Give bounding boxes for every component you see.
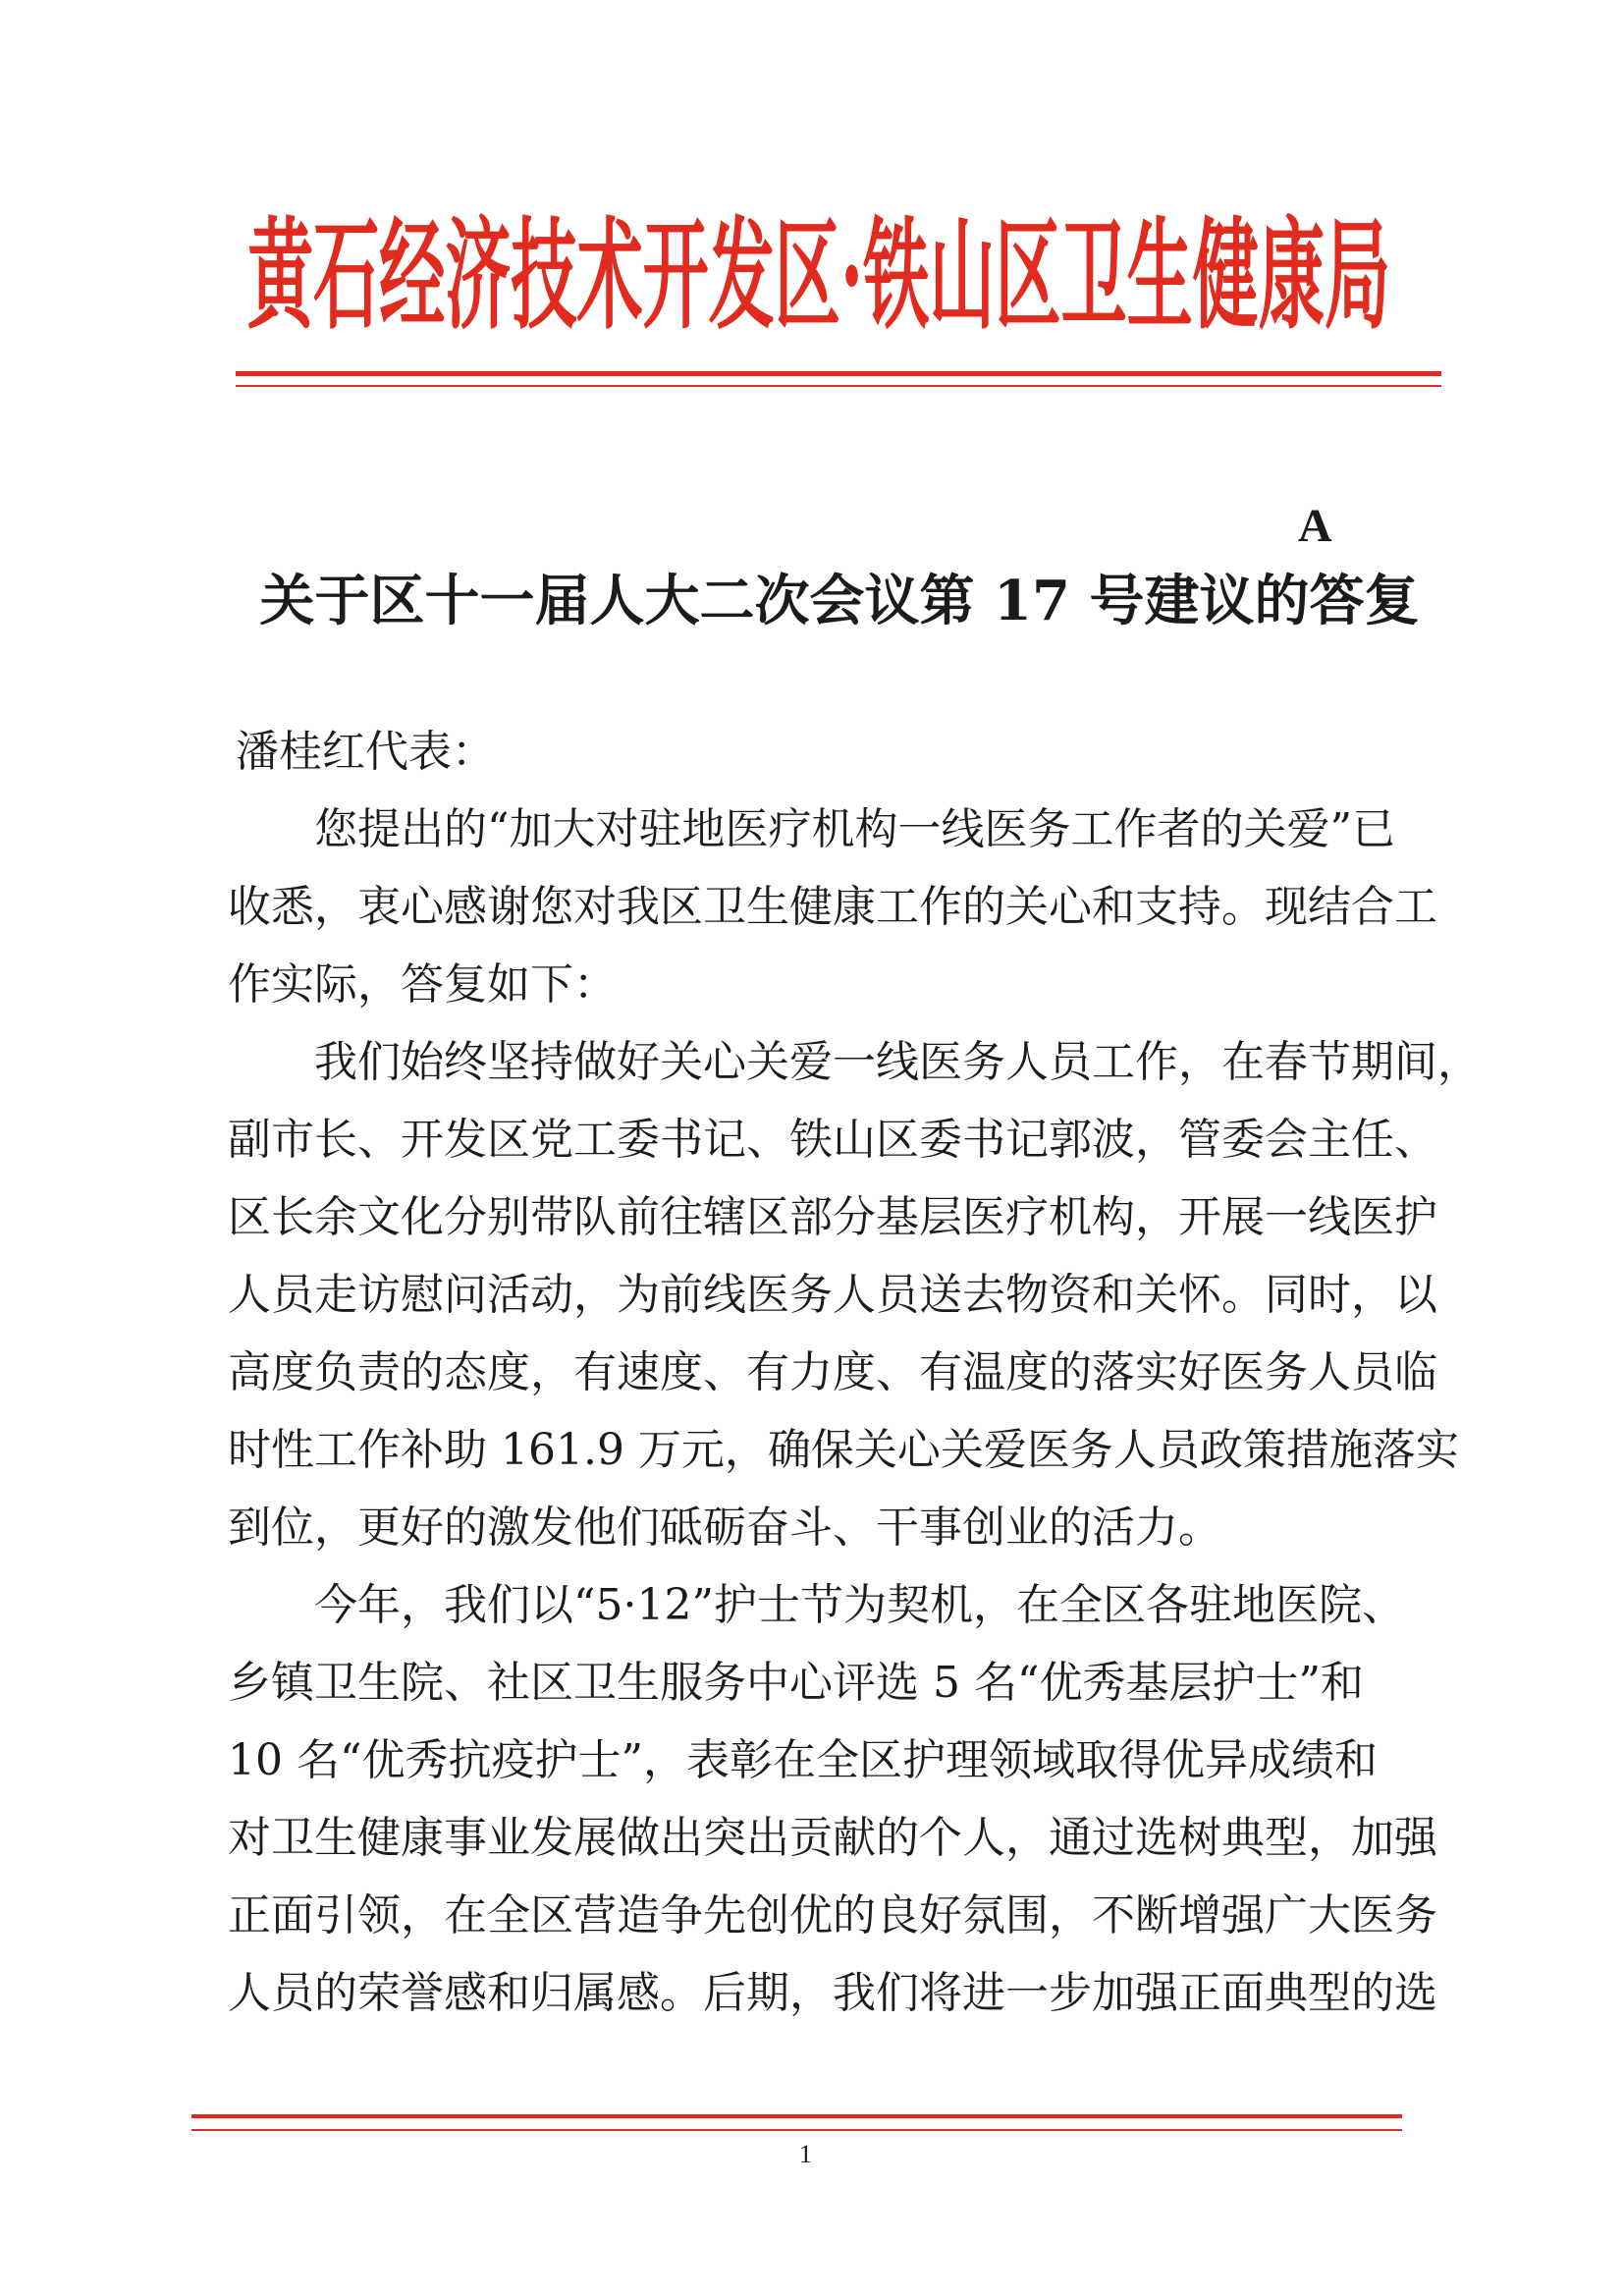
footer-rule-thick [191,2114,1402,2118]
body-line: 高度负责的态度，有速度、有力度、有温度的落实好医务人员临 [228,1347,1437,1397]
letterhead [247,201,1475,349]
body-line: 您提出的“加大对驻地医疗机构一线医务工作者的关爱”已 [314,804,1395,854]
body-line: 副市长、开发区党工委书记、铁山区委书记郭波，管委会主任、 [228,1115,1437,1165]
page-number: 1 [799,2140,812,2168]
body-line: 我们始终坚持做好关心关爱一线医务人员工作，在春节期间， [314,1037,1481,1087]
body-line: 正面引领，在全区营造争先创优的良好氛围，不断增强广大医务 [228,1890,1437,1941]
body-line: 对卫生健康事业发展做出突出贡献的个人，通过选树典型，加强 [228,1813,1437,1863]
body-line: 乡镇卫生院、社区卫生服务中心评选 5 名“优秀基层护士”和 [228,1658,1364,1708]
salutation: 潘桂红代表： [236,727,495,777]
body-line: 人员走访慰问活动，为前线医务人员送去物资和关怀。同时，以 [228,1270,1437,1320]
body-line: 区长余文化分别带队前往辖区部分基层医疗机构，开展一线医护 [228,1192,1437,1242]
body-line: 10 名“优秀抗疫护士”，表彰在全区护理领域取得优异成绩和 [228,1735,1378,1785]
body-line: 收悉，衷心感谢您对我区卫生健康工作的关心和支持。现结合工 [228,882,1437,932]
letterhead-rule-thick [236,371,1441,376]
body-text [228,791,1534,2032]
body-line: 人员的荣誉感和归属感。后期，我们将进一步加强正面典型的选 [228,1968,1437,2018]
letterhead-rule-thin [236,385,1441,387]
letterhead-org-name: 黄石经济技术开发区·铁山区卫生健康局 [247,204,1391,346]
body-line: 作实际，答复如下： [228,959,617,1010]
body-line: 今年，我们以“5·12”护士节为契机，在全区各驻地医院、 [314,1580,1405,1630]
document-title: 关于区十一届人大二次会议第 17 号建议的答复 [259,569,1420,633]
body-line: 时性工作补助 161.9 万元，确保关心关爱医务人员政策措施落实 [228,1425,1459,1475]
document-category-mark: A [1298,500,1332,552]
body-line: 到位，更好的激发他们砥砺奋斗、干事创业的活力。 [228,1503,1221,1553]
footer-rule-thin [191,2129,1402,2131]
